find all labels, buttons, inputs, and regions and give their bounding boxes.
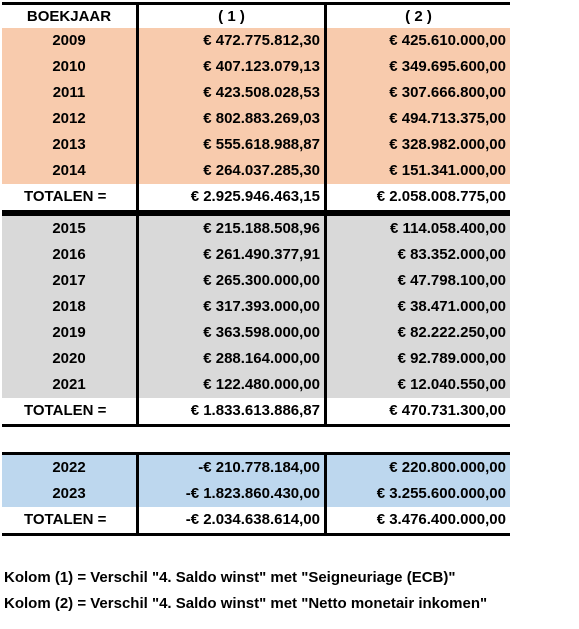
col1-cell: € 317.393.000,00 xyxy=(139,294,324,320)
col2-cell: € 114.058.400,00 xyxy=(327,216,510,242)
col1-cell: € 802.883.269,03 xyxy=(139,106,324,132)
col2-cell: € 12.040.550,00 xyxy=(327,372,510,398)
col2-cell: € 349.695.600,00 xyxy=(327,54,510,80)
total-col1: € 2.925.946.463,15 xyxy=(139,184,324,210)
col2-cell: € 38.471.000,00 xyxy=(327,294,510,320)
col2-cell: € 83.352.000,00 xyxy=(327,242,510,268)
col1-cell: € 423.508.028,53 xyxy=(139,80,324,106)
total-col1: € 1.833.613.886,87 xyxy=(139,398,324,424)
col2-cell: € 328.982.000,00 xyxy=(327,132,510,158)
col2-cell: € 47.798.100,00 xyxy=(327,268,510,294)
year-cell: 2019 xyxy=(2,320,136,346)
year-cell: 2022 xyxy=(2,455,136,481)
col2-cell: € 3.255.600.000,00 xyxy=(327,481,510,507)
year-cell: 2020 xyxy=(2,346,136,372)
total-col1: -€ 2.034.638.614,00 xyxy=(139,507,324,533)
year-cell: 2014 xyxy=(2,158,136,184)
year-cell: 2012 xyxy=(2,106,136,132)
col2-cell: € 92.789.000,00 xyxy=(327,346,510,372)
col2-cell: € 220.800.000,00 xyxy=(327,455,510,481)
note-kolom-2: Kolom (2) = Verschil "4. Saldo winst" met "Netto monetair inkomen" xyxy=(4,595,488,612)
year-cell: 2021 xyxy=(2,372,136,398)
total-col2: € 470.731.300,00 xyxy=(327,398,510,424)
col1-cell: € 555.618.988,87 xyxy=(139,132,324,158)
col1-cell: € 472.775.812,30 xyxy=(139,28,324,54)
col2-cell: € 151.341.000,00 xyxy=(327,158,510,184)
col1-cell: € 363.598.000,00 xyxy=(139,320,324,346)
col1-cell: € 288.164.000,00 xyxy=(139,346,324,372)
col2-cell: € 494.713.375,00 xyxy=(327,106,510,132)
total-col2: € 2.058.008.775,00 xyxy=(327,184,510,210)
col1-cell: € 407.123.079,13 xyxy=(139,54,324,80)
year-cell: 2013 xyxy=(2,132,136,158)
total-label: TOTALEN = xyxy=(2,184,136,210)
year-cell: 2010 xyxy=(2,54,136,80)
year-cell: 2023 xyxy=(2,481,136,507)
total-label: TOTALEN = xyxy=(2,398,136,424)
year-cell: 2017 xyxy=(2,268,136,294)
col1-cell: € 122.480.000,00 xyxy=(139,372,324,398)
total-col2: € 3.476.400.000,00 xyxy=(327,507,510,533)
column-notes xyxy=(4,565,487,617)
col1-cell: € 261.490.377,91 xyxy=(139,242,324,268)
total-label: TOTALEN = xyxy=(2,507,136,533)
col1-cell: € 215.188.508,96 xyxy=(139,216,324,242)
col1-cell: € 264.037.285,30 xyxy=(139,158,324,184)
table-boekjaar-2015-2021 xyxy=(2,213,510,427)
year-cell: 2015 xyxy=(2,216,136,242)
table-boekjaar-2022-2023 xyxy=(2,452,510,536)
header-col2: ( 2 ) xyxy=(327,5,510,28)
col1-cell: -€ 210.778.184,00 xyxy=(139,455,324,481)
col2-cell: € 307.666.800,00 xyxy=(327,80,510,106)
note-kolom-1: Kolom (1) = Verschil "4. Saldo winst" met "Seigneuriage (ECB)" xyxy=(4,569,456,586)
col2-cell: € 82.222.250,00 xyxy=(327,320,510,346)
col2-cell: € 425.610.000,00 xyxy=(327,28,510,54)
header-col1: ( 1 ) xyxy=(139,5,324,28)
table-boekjaar-2009-2014 xyxy=(2,2,510,213)
year-cell: 2016 xyxy=(2,242,136,268)
col1-cell: € 265.300.000,00 xyxy=(139,268,324,294)
year-cell: 2011 xyxy=(2,80,136,106)
year-cell: 2018 xyxy=(2,294,136,320)
year-cell: 2009 xyxy=(2,28,136,54)
header-boekjaar: BOEKJAAR xyxy=(2,5,136,28)
col1-cell: -€ 1.823.860.430,00 xyxy=(139,481,324,507)
